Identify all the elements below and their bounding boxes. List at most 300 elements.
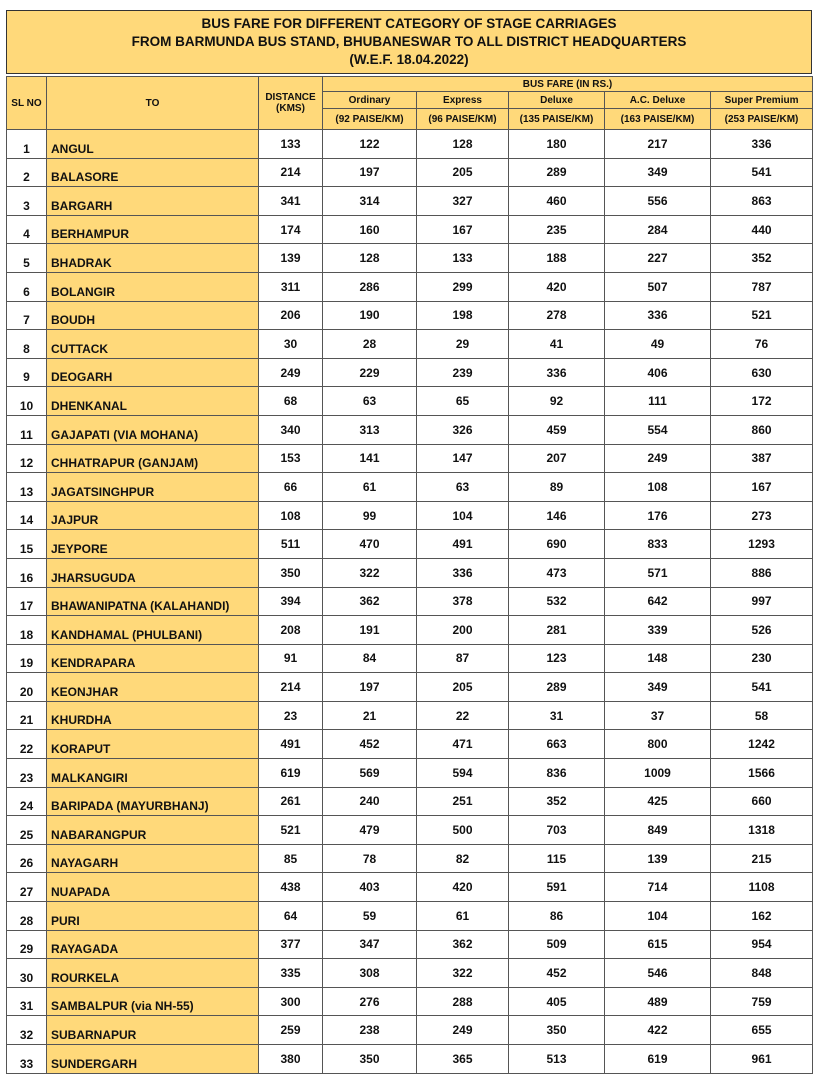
destination-cell: KEONJHAR — [47, 673, 259, 702]
ac-deluxe-fare-cell: 546 — [605, 959, 711, 988]
ordinary-fare-cell: 21 — [323, 701, 417, 730]
table-row — [7, 930, 813, 959]
deluxe-fare-cell: 663 — [509, 730, 605, 759]
deluxe-fare-cell: 509 — [509, 930, 605, 959]
ordinary-fare-cell: 313 — [323, 415, 417, 444]
destination-cell: GAJAPATI (VIA MOHANA) — [47, 415, 259, 444]
ac-deluxe-fare-cell: 37 — [605, 701, 711, 730]
table-row — [7, 444, 813, 473]
distance-cell: 133 — [259, 130, 323, 159]
sl-no-cell: 11 — [7, 415, 47, 444]
header-super-premium-rate: (253 PAISE/KM) — [711, 109, 813, 130]
ac-deluxe-fare-cell: 425 — [605, 787, 711, 816]
express-fare-cell: 326 — [417, 415, 509, 444]
sl-no-cell: 9 — [7, 358, 47, 387]
sl-no-cell: 8 — [7, 330, 47, 359]
ordinary-fare-cell: 238 — [323, 1016, 417, 1045]
distance-cell: 249 — [259, 358, 323, 387]
sl-no-cell: 27 — [7, 873, 47, 902]
deluxe-fare-cell: 452 — [509, 959, 605, 988]
ac-deluxe-fare-cell: 1009 — [605, 759, 711, 788]
header-ordinary: Ordinary — [323, 92, 417, 109]
title-line-1: BUS FARE FOR DIFFERENT CATEGORY OF STAGE CARRIAGES — [201, 16, 617, 31]
ordinary-fare-cell: 191 — [323, 616, 417, 645]
destination-cell: ROURKELA — [47, 959, 259, 988]
distance-cell: 91 — [259, 644, 323, 673]
distance-cell: 261 — [259, 787, 323, 816]
express-fare-cell: 288 — [417, 987, 509, 1016]
deluxe-fare-cell: 405 — [509, 987, 605, 1016]
ac-deluxe-fare-cell: 217 — [605, 130, 711, 159]
distance-cell: 174 — [259, 215, 323, 244]
express-fare-cell: 378 — [417, 587, 509, 616]
ac-deluxe-fare-cell: 139 — [605, 844, 711, 873]
express-fare-cell: 61 — [417, 902, 509, 931]
deluxe-fare-cell: 115 — [509, 844, 605, 873]
table-row — [7, 1045, 813, 1074]
super-premium-fare-cell: 1318 — [711, 816, 813, 845]
ac-deluxe-fare-cell: 554 — [605, 415, 711, 444]
express-fare-cell: 471 — [417, 730, 509, 759]
table-row — [7, 130, 813, 159]
destination-cell: BARIPADA (MAYURBHANJ) — [47, 787, 259, 816]
distance-cell: 23 — [259, 701, 323, 730]
title-line-2: FROM BARMUNDA BUS STAND, BHUBANESWAR TO ALL DISTRICT HEADQUARTERS — [131, 34, 687, 49]
ordinary-fare-cell: 63 — [323, 387, 417, 416]
express-fare-cell: 205 — [417, 158, 509, 187]
table-row — [7, 787, 813, 816]
express-fare-cell: 362 — [417, 930, 509, 959]
deluxe-fare-cell: 86 — [509, 902, 605, 931]
destination-cell: BOUDH — [47, 301, 259, 330]
distance-cell: 619 — [259, 759, 323, 788]
ac-deluxe-fare-cell: 571 — [605, 558, 711, 587]
express-fare-cell: 249 — [417, 1016, 509, 1045]
distance-cell: 311 — [259, 272, 323, 301]
deluxe-fare-cell: 420 — [509, 272, 605, 301]
sl-no-cell: 21 — [7, 701, 47, 730]
destination-cell: MALKANGIRI — [47, 759, 259, 788]
ac-deluxe-fare-cell: 284 — [605, 215, 711, 244]
express-fare-cell: 167 — [417, 215, 509, 244]
table-row — [7, 301, 813, 330]
table-row — [7, 473, 813, 502]
table-row — [7, 415, 813, 444]
sl-no-cell: 14 — [7, 501, 47, 530]
table-row — [7, 701, 813, 730]
distance-cell: 68 — [259, 387, 323, 416]
ordinary-fare-cell: 470 — [323, 530, 417, 559]
ordinary-fare-cell: 84 — [323, 644, 417, 673]
distance-cell: 214 — [259, 673, 323, 702]
super-premium-fare-cell: 1242 — [711, 730, 813, 759]
deluxe-fare-cell: 690 — [509, 530, 605, 559]
ordinary-fare-cell: 479 — [323, 816, 417, 845]
super-premium-fare-cell: 961 — [711, 1045, 813, 1074]
super-premium-fare-cell: 997 — [711, 587, 813, 616]
destination-cell: SUNDERGARH — [47, 1045, 259, 1074]
sl-no-cell: 20 — [7, 673, 47, 702]
table-row — [7, 673, 813, 702]
ordinary-fare-cell: 276 — [323, 987, 417, 1016]
header-deluxe-rate: (135 PAISE/KM) — [509, 109, 605, 130]
deluxe-fare-cell: 289 — [509, 673, 605, 702]
table-row — [7, 272, 813, 301]
ac-deluxe-fare-cell: 49 — [605, 330, 711, 359]
ordinary-fare-cell: 347 — [323, 930, 417, 959]
ordinary-fare-cell: 403 — [323, 873, 417, 902]
table-row — [7, 158, 813, 187]
distance-cell: 66 — [259, 473, 323, 502]
destination-cell: JAJPUR — [47, 501, 259, 530]
super-premium-fare-cell: 860 — [711, 415, 813, 444]
sl-no-cell: 26 — [7, 844, 47, 873]
destination-cell: BHAWANIPATNA (KALAHANDI) — [47, 587, 259, 616]
ac-deluxe-fare-cell: 108 — [605, 473, 711, 502]
sl-no-cell: 12 — [7, 444, 47, 473]
title-line-3: (W.E.F. 18.04.2022) — [349, 52, 469, 67]
table-row — [7, 816, 813, 845]
deluxe-fare-cell: 459 — [509, 415, 605, 444]
ac-deluxe-fare-cell: 104 — [605, 902, 711, 931]
table-row — [7, 730, 813, 759]
deluxe-fare-cell: 146 — [509, 501, 605, 530]
table-row — [7, 558, 813, 587]
table-row — [7, 844, 813, 873]
fare-table-body — [7, 130, 813, 1074]
destination-cell: KORAPUT — [47, 730, 259, 759]
distance-cell: 214 — [259, 158, 323, 187]
deluxe-fare-cell: 591 — [509, 873, 605, 902]
ordinary-fare-cell: 59 — [323, 902, 417, 931]
sl-no-cell: 25 — [7, 816, 47, 845]
header-express: Express — [417, 92, 509, 109]
distance-cell: 30 — [259, 330, 323, 359]
ordinary-fare-cell: 160 — [323, 215, 417, 244]
deluxe-fare-cell: 31 — [509, 701, 605, 730]
distance-cell: 491 — [259, 730, 323, 759]
destination-cell: BHADRAK — [47, 244, 259, 273]
deluxe-fare-cell: 89 — [509, 473, 605, 502]
sl-no-cell: 6 — [7, 272, 47, 301]
destination-cell: JEYPORE — [47, 530, 259, 559]
ac-deluxe-fare-cell: 615 — [605, 930, 711, 959]
table-row — [7, 1016, 813, 1045]
express-fare-cell: 594 — [417, 759, 509, 788]
table-row — [7, 358, 813, 387]
ac-deluxe-fare-cell: 849 — [605, 816, 711, 845]
destination-cell: BALASORE — [47, 158, 259, 187]
super-premium-fare-cell: 655 — [711, 1016, 813, 1045]
distance-cell: 259 — [259, 1016, 323, 1045]
ac-deluxe-fare-cell: 556 — [605, 187, 711, 216]
distance-cell: 153 — [259, 444, 323, 473]
super-premium-fare-cell: 759 — [711, 987, 813, 1016]
table-row — [7, 616, 813, 645]
express-fare-cell: 198 — [417, 301, 509, 330]
destination-cell: KANDHAMAL (PHULBANI) — [47, 616, 259, 645]
super-premium-fare-cell: 630 — [711, 358, 813, 387]
ac-deluxe-fare-cell: 406 — [605, 358, 711, 387]
sl-no-cell: 2 — [7, 158, 47, 187]
sl-no-cell: 18 — [7, 616, 47, 645]
sl-no-cell: 23 — [7, 759, 47, 788]
ac-deluxe-fare-cell: 336 — [605, 301, 711, 330]
destination-cell: JAGATSINGHPUR — [47, 473, 259, 502]
distance-cell: 521 — [259, 816, 323, 845]
ordinary-fare-cell: 240 — [323, 787, 417, 816]
destination-cell: DEOGARH — [47, 358, 259, 387]
ac-deluxe-fare-cell: 833 — [605, 530, 711, 559]
sl-no-cell: 30 — [7, 959, 47, 988]
header-bus-fare: BUS FARE (IN RS.) — [323, 77, 813, 92]
express-fare-cell: 22 — [417, 701, 509, 730]
fare-sheet — [6, 10, 812, 1074]
sl-no-cell: 7 — [7, 301, 47, 330]
super-premium-fare-cell: 886 — [711, 558, 813, 587]
ordinary-fare-cell: 229 — [323, 358, 417, 387]
deluxe-fare-cell: 235 — [509, 215, 605, 244]
destination-cell: KHURDHA — [47, 701, 259, 730]
table-row — [7, 530, 813, 559]
destination-cell: KENDRAPARA — [47, 644, 259, 673]
express-fare-cell: 82 — [417, 844, 509, 873]
destination-cell: JHARSUGUDA — [47, 558, 259, 587]
super-premium-fare-cell: 167 — [711, 473, 813, 502]
deluxe-fare-cell: 123 — [509, 644, 605, 673]
sl-no-cell: 17 — [7, 587, 47, 616]
table-row — [7, 902, 813, 931]
ordinary-fare-cell: 28 — [323, 330, 417, 359]
destination-cell: SUBARNAPUR — [47, 1016, 259, 1045]
express-fare-cell: 491 — [417, 530, 509, 559]
express-fare-cell: 327 — [417, 187, 509, 216]
deluxe-fare-cell: 336 — [509, 358, 605, 387]
distance-cell: 377 — [259, 930, 323, 959]
super-premium-fare-cell: 1108 — [711, 873, 813, 902]
super-premium-fare-cell: 1566 — [711, 759, 813, 788]
super-premium-fare-cell: 541 — [711, 158, 813, 187]
express-fare-cell: 104 — [417, 501, 509, 530]
sl-no-cell: 13 — [7, 473, 47, 502]
header-sl-no: SL NO — [7, 77, 47, 130]
express-fare-cell: 147 — [417, 444, 509, 473]
sl-no-cell: 33 — [7, 1045, 47, 1074]
ordinary-fare-cell: 78 — [323, 844, 417, 873]
distance-cell: 335 — [259, 959, 323, 988]
sl-no-cell: 5 — [7, 244, 47, 273]
header-express-rate: (96 PAISE/KM) — [417, 109, 509, 130]
table-row — [7, 387, 813, 416]
super-premium-fare-cell: 660 — [711, 787, 813, 816]
deluxe-fare-cell: 352 — [509, 787, 605, 816]
express-fare-cell: 63 — [417, 473, 509, 502]
destination-cell: RAYAGADA — [47, 930, 259, 959]
ac-deluxe-fare-cell: 339 — [605, 616, 711, 645]
express-fare-cell: 128 — [417, 130, 509, 159]
destination-cell: CUTTACK — [47, 330, 259, 359]
destination-cell: PURI — [47, 902, 259, 931]
super-premium-fare-cell: 58 — [711, 701, 813, 730]
distance-cell: 85 — [259, 844, 323, 873]
table-row — [7, 587, 813, 616]
table-row — [7, 215, 813, 244]
deluxe-fare-cell: 92 — [509, 387, 605, 416]
deluxe-fare-cell: 278 — [509, 301, 605, 330]
super-premium-fare-cell: 273 — [711, 501, 813, 530]
ordinary-fare-cell: 314 — [323, 187, 417, 216]
ac-deluxe-fare-cell: 714 — [605, 873, 711, 902]
distance-cell: 341 — [259, 187, 323, 216]
deluxe-fare-cell: 281 — [509, 616, 605, 645]
super-premium-fare-cell: 787 — [711, 272, 813, 301]
destination-cell: BERHAMPUR — [47, 215, 259, 244]
sl-no-cell: 24 — [7, 787, 47, 816]
ordinary-fare-cell: 99 — [323, 501, 417, 530]
express-fare-cell: 65 — [417, 387, 509, 416]
destination-cell: BOLANGIR — [47, 272, 259, 301]
sl-no-cell: 28 — [7, 902, 47, 931]
deluxe-fare-cell: 41 — [509, 330, 605, 359]
express-fare-cell: 500 — [417, 816, 509, 845]
deluxe-fare-cell: 207 — [509, 444, 605, 473]
table-row — [7, 330, 813, 359]
header-deluxe: Deluxe — [509, 92, 605, 109]
ac-deluxe-fare-cell: 507 — [605, 272, 711, 301]
ordinary-fare-cell: 452 — [323, 730, 417, 759]
ordinary-fare-cell: 322 — [323, 558, 417, 587]
express-fare-cell: 365 — [417, 1045, 509, 1074]
express-fare-cell: 336 — [417, 558, 509, 587]
header-ac-deluxe: A.C. Deluxe — [605, 92, 711, 109]
distance-cell: 380 — [259, 1045, 323, 1074]
ordinary-fare-cell: 308 — [323, 959, 417, 988]
destination-cell: ANGUL — [47, 130, 259, 159]
super-premium-fare-cell: 352 — [711, 244, 813, 273]
distance-cell: 438 — [259, 873, 323, 902]
super-premium-fare-cell: 521 — [711, 301, 813, 330]
super-premium-fare-cell: 230 — [711, 644, 813, 673]
sl-no-cell: 22 — [7, 730, 47, 759]
deluxe-fare-cell: 513 — [509, 1045, 605, 1074]
ac-deluxe-fare-cell: 489 — [605, 987, 711, 1016]
deluxe-fare-cell: 188 — [509, 244, 605, 273]
distance-cell: 139 — [259, 244, 323, 273]
ac-deluxe-fare-cell: 422 — [605, 1016, 711, 1045]
ac-deluxe-fare-cell: 111 — [605, 387, 711, 416]
ordinary-fare-cell: 197 — [323, 158, 417, 187]
distance-cell: 394 — [259, 587, 323, 616]
ordinary-fare-cell: 569 — [323, 759, 417, 788]
destination-cell: DHENKANAL — [47, 387, 259, 416]
ac-deluxe-fare-cell: 642 — [605, 587, 711, 616]
super-premium-fare-cell: 440 — [711, 215, 813, 244]
sl-no-cell: 31 — [7, 987, 47, 1016]
header-super-premium: Super Premium — [711, 92, 813, 109]
header-to: TO — [47, 77, 259, 130]
ordinary-fare-cell: 350 — [323, 1045, 417, 1074]
table-row — [7, 244, 813, 273]
super-premium-fare-cell: 541 — [711, 673, 813, 702]
ac-deluxe-fare-cell: 249 — [605, 444, 711, 473]
super-premium-fare-cell: 215 — [711, 844, 813, 873]
destination-cell: NUAPADA — [47, 873, 259, 902]
header-ordinary-rate: (92 PAISE/KM) — [323, 109, 417, 130]
super-premium-fare-cell: 1293 — [711, 530, 813, 559]
super-premium-fare-cell: 526 — [711, 616, 813, 645]
table-row — [7, 501, 813, 530]
ordinary-fare-cell: 197 — [323, 673, 417, 702]
distance-cell: 64 — [259, 902, 323, 931]
ac-deluxe-fare-cell: 800 — [605, 730, 711, 759]
header-distance: DISTANCE (KMS) — [259, 77, 323, 130]
table-row — [7, 873, 813, 902]
deluxe-fare-cell: 703 — [509, 816, 605, 845]
deluxe-fare-cell: 836 — [509, 759, 605, 788]
sl-no-cell: 4 — [7, 215, 47, 244]
ac-deluxe-fare-cell: 148 — [605, 644, 711, 673]
destination-cell: NAYAGARH — [47, 844, 259, 873]
super-premium-fare-cell: 848 — [711, 959, 813, 988]
sl-no-cell: 1 — [7, 130, 47, 159]
table-row — [7, 987, 813, 1016]
title-box — [6, 10, 812, 74]
super-premium-fare-cell: 172 — [711, 387, 813, 416]
ac-deluxe-fare-cell: 349 — [605, 158, 711, 187]
sl-no-cell: 29 — [7, 930, 47, 959]
table-row — [7, 187, 813, 216]
deluxe-fare-cell: 473 — [509, 558, 605, 587]
distance-cell: 340 — [259, 415, 323, 444]
express-fare-cell: 299 — [417, 272, 509, 301]
header-ac-deluxe-rate: (163 PAISE/KM) — [605, 109, 711, 130]
express-fare-cell: 133 — [417, 244, 509, 273]
ordinary-fare-cell: 128 — [323, 244, 417, 273]
super-premium-fare-cell: 387 — [711, 444, 813, 473]
ordinary-fare-cell: 122 — [323, 130, 417, 159]
destination-cell: BARGARH — [47, 187, 259, 216]
destination-cell: NABARANGPUR — [47, 816, 259, 845]
express-fare-cell: 322 — [417, 959, 509, 988]
sl-no-cell: 10 — [7, 387, 47, 416]
table-row — [7, 644, 813, 673]
distance-cell: 300 — [259, 987, 323, 1016]
ordinary-fare-cell: 61 — [323, 473, 417, 502]
destination-cell: CHHATRAPUR (GANJAM) — [47, 444, 259, 473]
table-row — [7, 959, 813, 988]
distance-cell: 108 — [259, 501, 323, 530]
sl-no-cell: 15 — [7, 530, 47, 559]
deluxe-fare-cell: 460 — [509, 187, 605, 216]
super-premium-fare-cell: 336 — [711, 130, 813, 159]
super-premium-fare-cell: 162 — [711, 902, 813, 931]
deluxe-fare-cell: 289 — [509, 158, 605, 187]
express-fare-cell: 29 — [417, 330, 509, 359]
sl-no-cell: 16 — [7, 558, 47, 587]
deluxe-fare-cell: 180 — [509, 130, 605, 159]
express-fare-cell: 205 — [417, 673, 509, 702]
distance-cell: 511 — [259, 530, 323, 559]
deluxe-fare-cell: 532 — [509, 587, 605, 616]
sl-no-cell: 32 — [7, 1016, 47, 1045]
ordinary-fare-cell: 362 — [323, 587, 417, 616]
super-premium-fare-cell: 954 — [711, 930, 813, 959]
ac-deluxe-fare-cell: 176 — [605, 501, 711, 530]
distance-cell: 206 — [259, 301, 323, 330]
express-fare-cell: 420 — [417, 873, 509, 902]
ac-deluxe-fare-cell: 619 — [605, 1045, 711, 1074]
ordinary-fare-cell: 141 — [323, 444, 417, 473]
